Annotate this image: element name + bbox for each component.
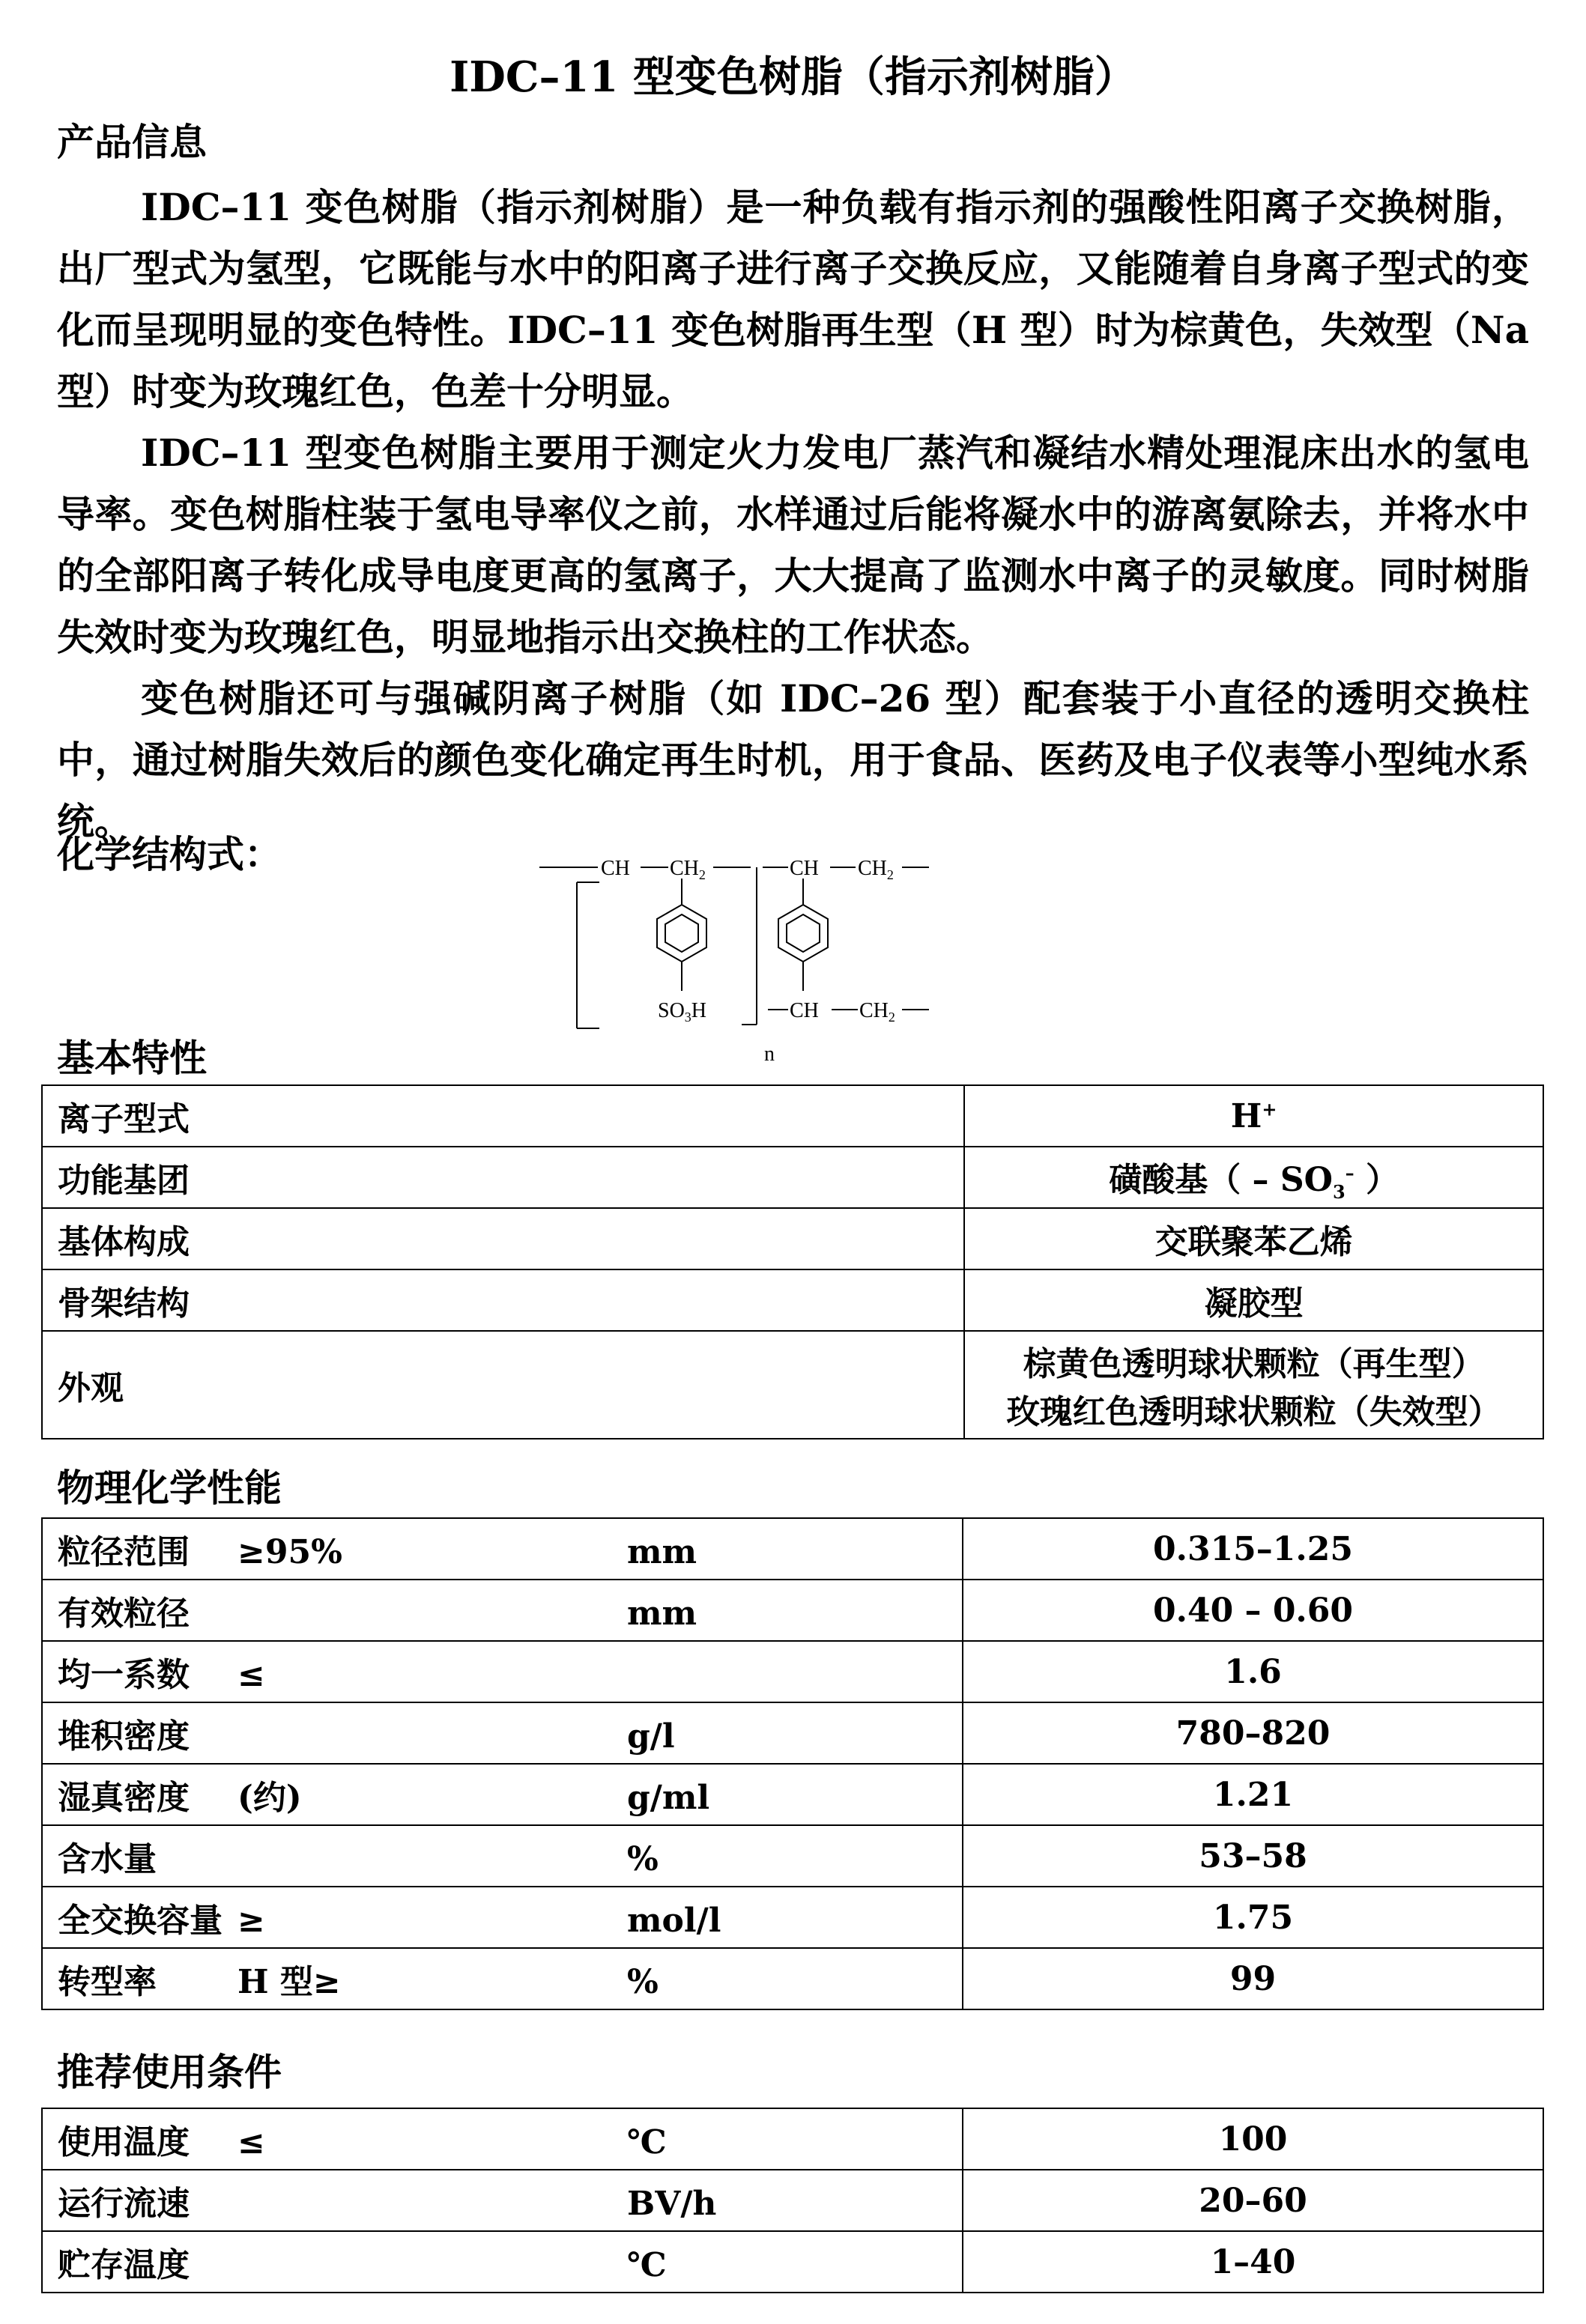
table-row bbox=[42, 1208, 1543, 1269]
subscript-2: 2 bbox=[698, 867, 706, 882]
property-label: 离子型式 bbox=[42, 1085, 964, 1147]
property-label-cell bbox=[42, 2170, 963, 2231]
property-name: 湿真密度 bbox=[58, 1779, 190, 1817]
table-row bbox=[42, 1580, 1543, 1641]
table-row bbox=[42, 1331, 1543, 1439]
svg-text:SO3H bbox=[658, 999, 706, 1025]
table-row bbox=[42, 1518, 1543, 1580]
property-label: 外观 bbox=[42, 1331, 964, 1439]
property-name: 堆积密度 bbox=[58, 1717, 190, 1756]
property-qualifier: ≤ bbox=[237, 2123, 265, 2161]
property-name: 均一系数 bbox=[58, 1656, 190, 1694]
table-row bbox=[42, 1147, 1543, 1208]
property-label-cell bbox=[42, 1764, 963, 1825]
property-label-cell bbox=[42, 1887, 963, 1948]
property-unit: BV/h bbox=[627, 2185, 717, 2223]
property-unit: % bbox=[627, 1840, 659, 1878]
structure-heading: 化学结构式： bbox=[57, 832, 282, 876]
subscript-3: 3 bbox=[1332, 1180, 1346, 1203]
property-value: 1.75 bbox=[963, 1887, 1543, 1948]
functional-group-close: ） bbox=[1354, 1160, 1399, 1199]
property-unit: mm bbox=[627, 1595, 697, 1633]
property-label: 基体构成 bbox=[42, 1208, 964, 1269]
property-value: 1.21 bbox=[963, 1764, 1543, 1825]
svg-text:CH2 bbox=[858, 857, 894, 882]
svg-text:CH2 bbox=[670, 857, 706, 882]
property-value: 100 bbox=[963, 2108, 1543, 2170]
property-label-cell bbox=[42, 2231, 963, 2293]
property-unit: mol/l bbox=[627, 1902, 721, 1940]
property-value: 凝胶型 bbox=[964, 1269, 1543, 1331]
property-unit: % bbox=[627, 1963, 659, 2001]
property-value: 99 bbox=[963, 1948, 1543, 2009]
table-row bbox=[42, 1085, 1543, 1147]
intro-paragraph: 变色树脂还可与强碱阴离子树脂（如 IDC–26 型）配套装于小直径的透明交换柱中，通过树脂失效后的颜色变化确定再生时机，用于食品、医药及电子仪表等小型纯水系统。 bbox=[57, 676, 1529, 843]
property-name: 有效粒径 bbox=[58, 1595, 190, 1633]
table-row bbox=[42, 1641, 1543, 1702]
property-label-cell bbox=[42, 2108, 963, 2170]
property-unit: mm bbox=[627, 1533, 697, 1571]
ch2-group-label: CH bbox=[670, 857, 699, 880]
property-qualifier: (约) bbox=[237, 1779, 302, 1817]
table-row bbox=[42, 2231, 1543, 2293]
appearance-exhausted: 玫瑰红色透明球状颗粒（失效型） bbox=[1006, 1393, 1501, 1431]
ch-group-label: CH bbox=[790, 999, 819, 1022]
property-value: 0.315–1.25 bbox=[963, 1518, 1543, 1580]
property-value bbox=[964, 1147, 1543, 1208]
property-qualifier: H 型≥ bbox=[237, 1963, 341, 2001]
ch2-group-label: CH bbox=[858, 857, 887, 880]
table-row bbox=[42, 2170, 1543, 2231]
ion-charge-sup: + bbox=[1262, 1097, 1277, 1120]
property-label: 骨架结构 bbox=[42, 1269, 964, 1331]
table-row bbox=[42, 1764, 1543, 1825]
property-qualifier: ≥ bbox=[237, 1902, 265, 1940]
property-unit: g/l bbox=[627, 1717, 675, 1756]
property-label-cell bbox=[42, 1948, 963, 2009]
table-row bbox=[42, 1948, 1543, 2009]
property-value: 交联聚苯乙烯 bbox=[964, 1208, 1543, 1269]
property-label: 功能基团 bbox=[42, 1147, 964, 1208]
intro-paragraph: IDC–11 变色树脂（指示剂树脂）是一种负载有指示剂的强酸性阳离子交换树脂，出厂型式为氢型，它既能与水中的阳离子进行离子交换反应，又能随着自身离子型式的变化而呈现明显的变色特性。IDC–11 变色树脂再生型（H 型）时为棕黄色，失效型（Na 型）时变为玫瑰红色，色差十分明显。 bbox=[57, 185, 1529, 413]
table-row bbox=[42, 1269, 1543, 1331]
property-qualifier: ≤ bbox=[237, 1656, 265, 1694]
property-value: 780–820 bbox=[963, 1702, 1543, 1764]
property-value: 1–40 bbox=[963, 2231, 1543, 2293]
repeat-unit-n: n bbox=[764, 1043, 775, 1066]
product-info-heading: 产品信息 bbox=[57, 120, 207, 164]
sulfonic-group-label: SO bbox=[658, 999, 685, 1022]
table-row bbox=[42, 1702, 1543, 1764]
appearance-regenerated: 棕黄色透明球状颗粒（再生型） bbox=[1023, 1345, 1485, 1383]
usage-heading: 推荐使用条件 bbox=[57, 2050, 282, 2094]
table-row bbox=[42, 1825, 1543, 1887]
property-value: 1.6 bbox=[963, 1641, 1543, 1702]
table-row bbox=[42, 2108, 1543, 2170]
property-label-cell bbox=[42, 1580, 963, 1641]
physchem-table bbox=[41, 1517, 1544, 2010]
property-name: 贮存温度 bbox=[58, 2246, 190, 2284]
subscript-2: 2 bbox=[888, 1010, 895, 1025]
subscript-3: 3 bbox=[684, 1010, 691, 1025]
property-label-cell bbox=[42, 1518, 963, 1580]
property-name: 粒径范围 bbox=[58, 1533, 190, 1571]
subscript-2: 2 bbox=[886, 867, 894, 882]
property-name: 运行流速 bbox=[58, 2185, 190, 2223]
table-row bbox=[42, 1887, 1543, 1948]
basic-properties-table bbox=[41, 1084, 1544, 1439]
property-value bbox=[964, 1331, 1543, 1439]
intro-paragraph: IDC–11 型变色树脂主要用于测定火力发电厂蒸汽和凝结水精处理混床出水的氢电导率。变色树脂柱装于氢电导率仪之前，水样通过后能将凝水中的游离氨除去，并将水中的全部阳离子转化成导电度更高的氢离子，大大提高了监测水中离子的灵敏度。同时树脂失效时变为玫瑰红色，明显地指示出交换柱的工作状态。 bbox=[57, 431, 1529, 659]
property-name: 转型率 bbox=[58, 1963, 157, 2001]
functional-group-value: 磺酸基（ – SO bbox=[1109, 1160, 1333, 1199]
ion-form-value: H bbox=[1230, 1096, 1262, 1135]
ch2-group-label: CH bbox=[859, 999, 889, 1022]
physchem-heading: 物理化学性能 bbox=[57, 1466, 282, 1510]
svg-text:CH bbox=[790, 857, 819, 880]
property-unit: ℃ bbox=[627, 2246, 667, 2284]
product-info-text bbox=[57, 177, 1529, 852]
usage-conditions-table bbox=[41, 2108, 1544, 2293]
property-name: 使用温度 bbox=[58, 2123, 190, 2161]
sulfonic-h-label: H bbox=[691, 999, 707, 1022]
property-value: 53–58 bbox=[963, 1825, 1543, 1887]
property-label-cell bbox=[42, 1641, 963, 1702]
property-qualifier: ≥95% bbox=[237, 1533, 342, 1571]
property-value bbox=[964, 1085, 1543, 1147]
property-name: 含水量 bbox=[58, 1840, 157, 1878]
property-label-cell bbox=[42, 1825, 963, 1887]
svg-text:CH2 bbox=[859, 999, 895, 1025]
ch-group-label: CH bbox=[601, 857, 630, 880]
ch-group-label: CH bbox=[790, 857, 819, 880]
svg-text:CH bbox=[601, 857, 630, 880]
document-title: IDC–11 型变色树脂（指示剂树脂） bbox=[450, 52, 1136, 102]
property-value: 20–60 bbox=[963, 2170, 1543, 2231]
basic-properties-heading: 基本特性 bbox=[57, 1036, 207, 1080]
property-unit: g/ml bbox=[627, 1779, 710, 1817]
svg-text:CH bbox=[790, 999, 819, 1022]
chemical-structure-diagram bbox=[539, 837, 959, 1077]
property-name: 全交换容量 bbox=[58, 1902, 223, 1940]
property-label-cell bbox=[42, 1702, 963, 1764]
property-value: 0.40 – 0.60 bbox=[963, 1580, 1543, 1641]
property-unit: ℃ bbox=[627, 2123, 667, 2161]
charge-sup: – bbox=[1345, 1161, 1355, 1183]
